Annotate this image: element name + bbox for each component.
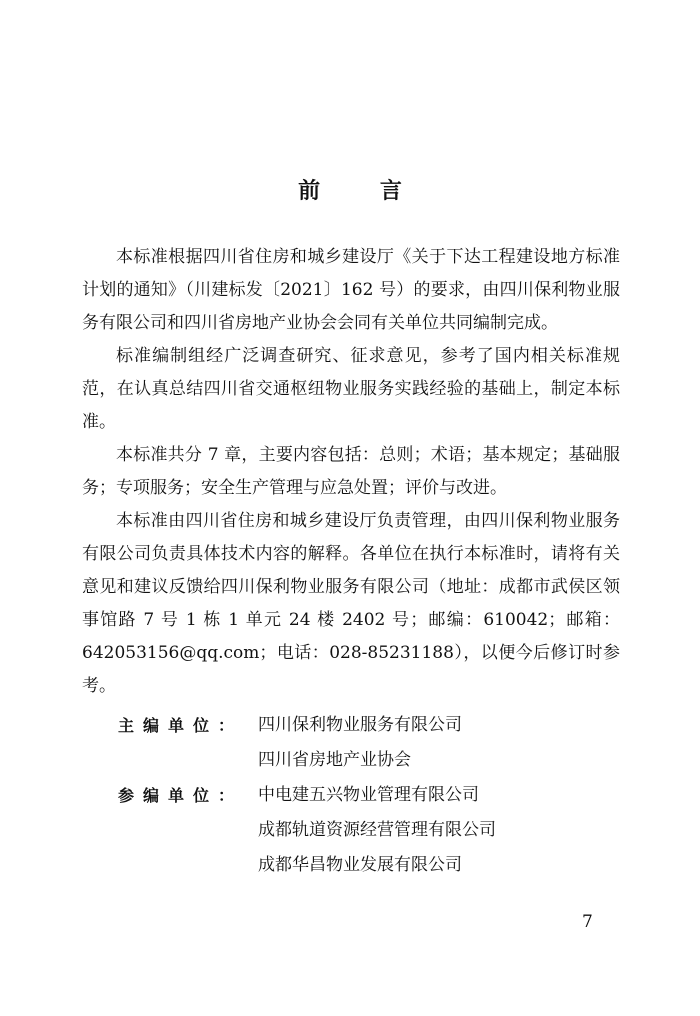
chief-unit-name: 四川省房地产业协会: [258, 750, 411, 770]
participating-unit-row-2: [118, 813, 618, 848]
chief-units-label: 主编单位：: [118, 716, 244, 735]
chief-unit-row-2: [118, 743, 618, 778]
page-title: 前 言: [298, 178, 428, 204]
participating-unit-name: 中电建五兴物业管理有限公司: [258, 785, 479, 805]
paragraph-research: 标准编制组经广泛调查研究、征求意见，参考了国内相关标准规范，在认真总结四川省交通枢纽物业服务实践经验的基础上，制定本标准。: [82, 346, 620, 432]
chief-unit-name: 四川保利物业服务有限公司: [258, 715, 462, 735]
preface-body: [82, 241, 620, 703]
participating-unit-row-3: [118, 848, 618, 883]
page-number: 7: [582, 912, 593, 932]
participating-unit-name: 成都华昌物业发展有限公司: [258, 855, 462, 875]
participating-unit-row-1: [118, 778, 618, 813]
participating-units-label: 参编单位：: [118, 786, 244, 805]
participating-unit-name: 成都轨道资源经营管理有限公司: [258, 820, 496, 840]
paragraph-management: 本标准由四川省住房和城乡建设厅负责管理，由四川保利物业服务有限公司负责具体技术内容的解释。各单位在执行本标准时，请将有关意见和建议反馈给四川保利物业服务有限公司（地址：成都市武侯区领事馆路 7 号 1 栋 1 单元 24 楼 2402 号；邮编：610042；邮箱：642053156@qq.com；电话：028-85231188），以便今后修订时参考。: [82, 511, 620, 696]
units-list: [118, 708, 618, 883]
paragraph-contents: 本标准共分 7 章，主要内容包括：总则；术语；基本规定；基础服务；专项服务；安全生产管理与应急处置；评价与改进。: [82, 445, 620, 498]
chief-unit-row-1: [118, 708, 618, 743]
paragraph-basis: 本标准根据四川省住房和城乡建设厅《关于下达工程建设地方标准计划的通知》（川建标发〔2021〕162 号）的要求，由四川保利物业服务有限公司和四川省房地产业协会会同有关单位共同编制完成。: [82, 247, 620, 333]
